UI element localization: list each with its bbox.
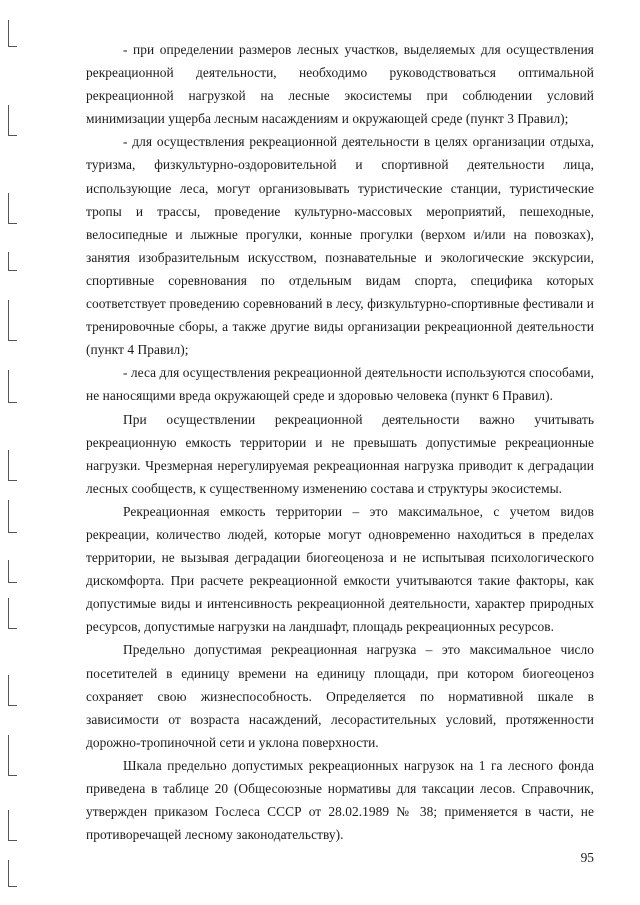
paragraph: Предельно допустимая рекреационная нагрузка – это максимальное число посетителей в единицу времени на единицу площади, при котором биогеоценоз сохраняет свою жизнеспособность. Определяется по нормативной шкале в зависимости от возраста насаждений, лесорастительных условий, протяженности дорожно-тропиночной сети и уклона поверхности.: [86, 642, 594, 750]
binding-mark: [8, 105, 17, 136]
binding-mark: [8, 450, 17, 481]
binding-mark: [8, 252, 17, 271]
binding-mark: [8, 300, 17, 341]
binding-mark: [8, 193, 17, 224]
binding-mark: [8, 735, 17, 776]
paragraph: - при определении размеров лесных участков, выделяемых для осуществления рекреационной деятельности, необходимо руководствоваться оптимальной рекреационной нагрузкой на лесные экосистемы при соблюдении условий минимизации ущерба лесным насаждениям и окружающей среде (пункт 3 Правил);: [86, 42, 594, 127]
paragraph: - для осуществления рекреационной деятельности в целях организации отдыха, туризма, физкультурно-оздоровительной и спортивной деятельности лица, использующие леса, могут организовывать туристические станции, туристические тропы и трассы, проведение культурно-массовых мероприятий, пешеходные, велосипедные и лыжные прогулки, конные прогулки (верхом и/или на повозках), занятия изобразительным искусством, познавательные и экологические экскурсии, спортивные соревнования по отдельным видам спорта, специфика которых соответствует проведению соревнований в лесу, физкультурно-спортивные фестивали и тренировочные сборы, а также другие виды организации рекреационной деятельности (пункт 4 Правил);: [86, 134, 594, 358]
paragraph: - леса для осуществления рекреационной деятельности используются способами, не наносящими вреда окружающей среде и здоровью человека (пункт 6 Правил).: [86, 365, 594, 404]
binding-mark: [8, 598, 17, 629]
paragraph: При осуществлении рекреационной деятельности важно учитывать рекреационную емкость территории и не превышать допустимые рекреационные нагрузки. Чрезмерная нерегулируемая рекреационная нагрузка приводит к деградации лесных сообществ, к существенному изменению состава и структуры экосистемы.: [86, 411, 594, 496]
binding-mark: [8, 860, 17, 887]
binding-marks: [0, 0, 24, 905]
paragraph: Рекреационная емкость территории – это максимальное, с учетом видов рекреации, количество людей, которые могут одновременно находиться в пределах территории, не вызывая деградации биогеоценоза и не испытывая психологического дискомфорта. При расчете рекреационной емкости учитываются такие факторы, как допустимые виды и интенсивность рекреационной деятельности, характер природных ресурсов, допустимые нагрузки на ландшафт, площадь рекреационных ресурсов.: [86, 503, 594, 635]
document-body: [86, 38, 594, 846]
binding-mark: [8, 810, 17, 841]
page-number: 95: [580, 850, 594, 865]
binding-mark: [8, 370, 17, 403]
binding-mark: [8, 560, 17, 583]
binding-mark: [8, 675, 17, 706]
binding-mark: [8, 500, 17, 533]
paragraph: Шкала предельно допустимых рекреационных нагрузок на 1 га лесного фонда приведена в таблице 20 (Общесоюзные нормативы для таксации лесов. Справочник, утвержден приказом Гослеса СССР от 28.02.1989 № 38; применяется в части, не противоречащей лесному законодательству).: [86, 757, 594, 843]
binding-mark: [8, 20, 17, 47]
